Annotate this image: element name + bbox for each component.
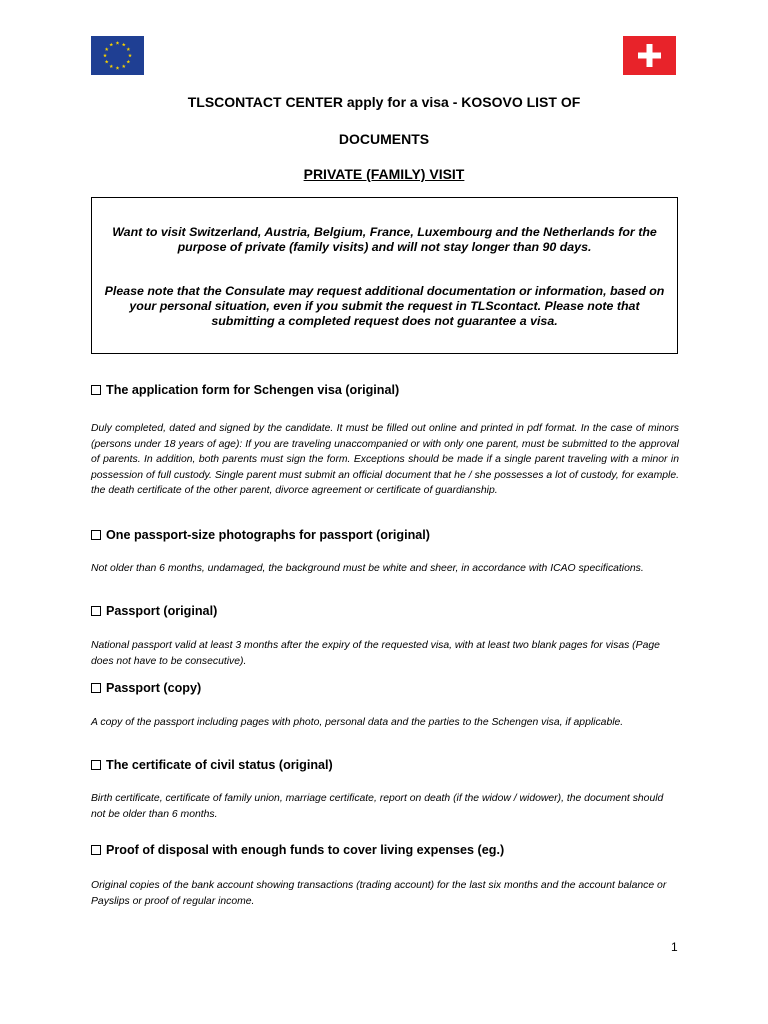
section-heading-passport-original: Passport (original) (91, 604, 691, 618)
notice-paragraph-2: Please note that the Consulate may request additional documentation or information, based on your personal situation, even if you submit the request in TLScontact. Please note that submitting a completed request does not guarantee a visa. (104, 284, 665, 328)
checkbox-icon[interactable] (91, 385, 101, 395)
section-description-civil-status: Birth certificate, certificate of family union, marriage certificate, report on death (if the widow / widower), the document should not be older than 6 months. (91, 793, 664, 820)
section-heading-application-form: The application form for Schengen visa (original) (91, 383, 691, 397)
section-heading-passport-copy: Passport (copy) (91, 681, 691, 695)
checkbox-icon[interactable] (91, 606, 101, 616)
notice-paragraph-1: Want to visit Switzerland, Austria, Belgium, France, Luxembourg and the Netherlands for the purpose of private (family visits) and will not stay longer than 90 days. (112, 225, 657, 254)
section-description-application-form: Duly completed, dated and signed by the candidate. It must be filled out online and printed in pdf format. In the case of minors (persons under 18 years of age): If you are traveling unaccompanied or with only one parent, must be submitted to the approval of parents. In addition, both parents must sign the form. Exceptions should be made if a single parent traveling with a minor in possession of full custody. Single parent must submit an official document that he / she possesses a lot of custody, for example. the death certificate of the other parent, divorce agreement or certificate of guardianship. (91, 423, 679, 496)
checkbox-icon[interactable] (91, 683, 101, 693)
checkbox-icon[interactable] (91, 845, 101, 855)
section-description-funds: Original copies of the bank account showing transactions (trading account) for the last six months and the account balance or Payslips or proof of regular income. (91, 880, 667, 907)
section-heading-photographs: One passport-size photographs for passport (original) (91, 528, 691, 542)
checkbox-icon[interactable] (91, 530, 101, 540)
section-description-passport-copy: A copy of the passport including pages with photo, personal data and the parties to the Schengen visa, if applicable. (91, 717, 624, 728)
notice-box (91, 197, 678, 354)
document-title-line1: TLSCONTACT CENTER apply for a visa - KOSOVO LIST OF (187, 94, 581, 110)
section-description-passport-original: National passport valid at least 3 months after the expiry of the requested visa, with at least two blank pages for visas (Page does not have to be consecutive). (91, 640, 660, 667)
eu-flag-icon (91, 36, 144, 75)
page-number: 1 (671, 940, 678, 954)
swiss-flag-icon (623, 36, 676, 75)
section-heading-civil-status: The certificate of civil status (original) (91, 758, 691, 772)
checkbox-icon[interactable] (91, 760, 101, 770)
document-title-line2: DOCUMENTS (338, 131, 430, 147)
section-heading-funds: Proof of disposal with enough funds to cover living expenses (eg.) (91, 843, 691, 857)
document-subtitle: PRIVATE (FAMILY) VISIT (303, 166, 465, 182)
section-description-photographs: Not older than 6 months, undamaged, the background must be white and sheer, in accordance with ICAO specifications. (91, 563, 644, 574)
